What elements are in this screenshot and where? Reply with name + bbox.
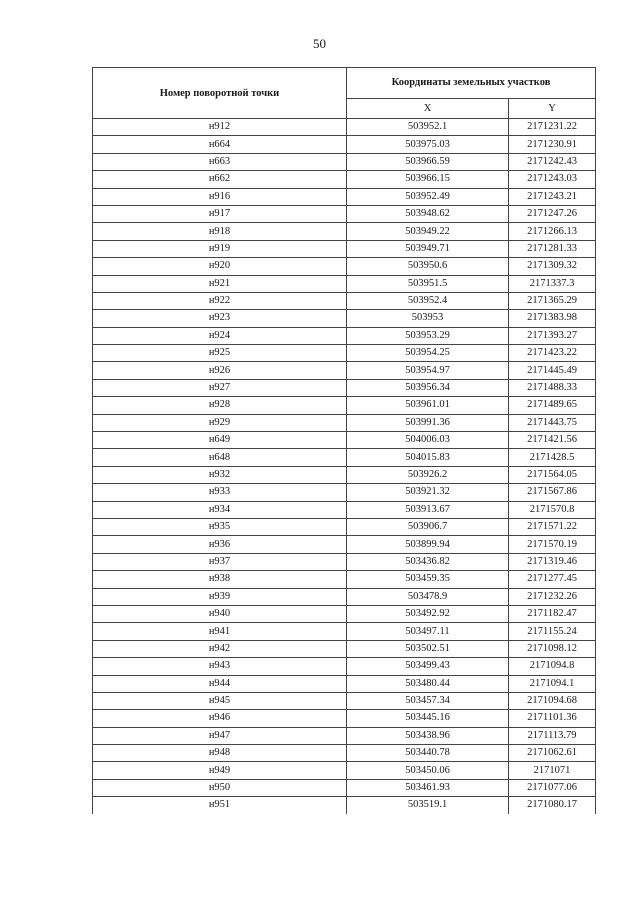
y-cell: 2171309.32 [509, 258, 596, 275]
y-cell: 2171421.56 [509, 432, 596, 449]
point-cell: н951 [93, 797, 347, 814]
table-row [93, 745, 596, 762]
table-row [93, 292, 596, 309]
table-row [93, 797, 596, 814]
x-cell: 503499.43 [347, 658, 509, 675]
point-cell: н921 [93, 275, 347, 292]
x-cell: 503949.71 [347, 240, 509, 257]
x-cell: 503954.25 [347, 345, 509, 362]
point-cell: н936 [93, 536, 347, 553]
point-cell: н941 [93, 623, 347, 640]
table-row [93, 397, 596, 414]
point-cell: н937 [93, 553, 347, 570]
header-x: X [347, 98, 509, 118]
point-cell: н944 [93, 675, 347, 692]
x-cell: 503952.1 [347, 119, 509, 136]
y-cell: 2171062.61 [509, 745, 596, 762]
point-cell: н929 [93, 414, 347, 431]
y-cell: 2171570.19 [509, 536, 596, 553]
y-cell: 2171319.46 [509, 553, 596, 570]
table-row [93, 258, 596, 275]
point-cell: н939 [93, 588, 347, 605]
table-row [93, 588, 596, 605]
y-cell: 2171383.98 [509, 310, 596, 327]
table-row [93, 310, 596, 327]
x-cell: 503502.51 [347, 640, 509, 657]
x-cell: 504006.03 [347, 432, 509, 449]
y-cell: 2171071 [509, 762, 596, 779]
point-cell: н932 [93, 466, 347, 483]
x-cell: 503953 [347, 310, 509, 327]
table-row [93, 223, 596, 240]
table-row [93, 345, 596, 362]
table-row [93, 675, 596, 692]
table-row [93, 536, 596, 553]
x-cell: 503457.34 [347, 692, 509, 709]
table-row [93, 605, 596, 622]
point-cell: н919 [93, 240, 347, 257]
x-cell: 503921.32 [347, 484, 509, 501]
table-row [93, 466, 596, 483]
y-cell: 2171281.33 [509, 240, 596, 257]
x-cell: 503956.34 [347, 379, 509, 396]
y-cell: 2171243.03 [509, 171, 596, 188]
table-row [93, 449, 596, 466]
y-cell: 2171232.26 [509, 588, 596, 605]
y-cell: 2171113.79 [509, 727, 596, 744]
y-cell: 2171101.36 [509, 710, 596, 727]
y-cell: 2171242.43 [509, 153, 596, 170]
y-cell: 2171266.13 [509, 223, 596, 240]
y-cell: 2171570.8 [509, 501, 596, 518]
point-cell: н912 [93, 119, 347, 136]
table-row [93, 501, 596, 518]
x-cell: 503480.44 [347, 675, 509, 692]
x-cell: 503436.82 [347, 553, 509, 570]
y-cell: 2171094.8 [509, 658, 596, 675]
x-cell: 503951.5 [347, 275, 509, 292]
y-cell: 2171077.06 [509, 779, 596, 796]
table-row [93, 119, 596, 136]
table-row [93, 762, 596, 779]
y-cell: 2171571.22 [509, 518, 596, 535]
header-coordinates: Координаты земельных участков [347, 68, 596, 99]
point-cell: н925 [93, 345, 347, 362]
x-cell: 503966.59 [347, 153, 509, 170]
y-cell: 2171230.91 [509, 136, 596, 153]
y-cell: 2171567.86 [509, 484, 596, 501]
point-cell: н663 [93, 153, 347, 170]
x-cell: 503948.62 [347, 205, 509, 222]
x-cell: 503492.92 [347, 605, 509, 622]
table-row [93, 171, 596, 188]
x-cell: 503450.06 [347, 762, 509, 779]
y-cell: 2171488.33 [509, 379, 596, 396]
x-cell: 503519.1 [347, 797, 509, 814]
point-cell: н938 [93, 571, 347, 588]
point-cell: н662 [93, 171, 347, 188]
table-row [93, 553, 596, 570]
table-row [93, 327, 596, 344]
point-cell: н916 [93, 188, 347, 205]
y-cell: 2171182.47 [509, 605, 596, 622]
table-body [93, 119, 596, 814]
point-cell: н933 [93, 484, 347, 501]
x-cell: 503478.9 [347, 588, 509, 605]
point-cell: н926 [93, 362, 347, 379]
table-row [93, 727, 596, 744]
x-cell: 503952.49 [347, 188, 509, 205]
y-cell: 2171080.17 [509, 797, 596, 814]
point-cell: н945 [93, 692, 347, 709]
x-cell: 503459.35 [347, 571, 509, 588]
y-cell: 2171337.3 [509, 275, 596, 292]
header-point-number: Номер поворотной точки [93, 68, 347, 119]
table-row [93, 571, 596, 588]
x-cell: 503926.2 [347, 466, 509, 483]
point-cell: н950 [93, 779, 347, 796]
point-cell: н923 [93, 310, 347, 327]
table-row [93, 779, 596, 796]
x-cell: 503949.22 [347, 223, 509, 240]
point-cell: н943 [93, 658, 347, 675]
x-cell: 503961.01 [347, 397, 509, 414]
point-cell: н922 [93, 292, 347, 309]
x-cell: 503950.6 [347, 258, 509, 275]
y-cell: 2171423.22 [509, 345, 596, 362]
table-row [93, 518, 596, 535]
x-cell: 503913.67 [347, 501, 509, 518]
point-cell: н917 [93, 205, 347, 222]
x-cell: 503954.97 [347, 362, 509, 379]
x-cell: 504015.83 [347, 449, 509, 466]
table-row [93, 275, 596, 292]
table-row [93, 153, 596, 170]
x-cell: 503497.11 [347, 623, 509, 640]
x-cell: 503906.7 [347, 518, 509, 535]
point-cell: н942 [93, 640, 347, 657]
table-row [93, 414, 596, 431]
x-cell: 503461.93 [347, 779, 509, 796]
y-cell: 2171443.75 [509, 414, 596, 431]
point-cell: н924 [93, 327, 347, 344]
x-cell: 503438.96 [347, 727, 509, 744]
page-number: 50 [313, 36, 326, 51]
table-row [93, 379, 596, 396]
point-cell: н940 [93, 605, 347, 622]
y-cell: 2171564.05 [509, 466, 596, 483]
point-cell: н949 [93, 762, 347, 779]
table-row [93, 240, 596, 257]
x-cell: 503953.29 [347, 327, 509, 344]
y-cell: 2171247.26 [509, 205, 596, 222]
header-y: Y [509, 98, 596, 118]
table-row [93, 484, 596, 501]
x-cell: 503445.16 [347, 710, 509, 727]
coordinates-table [92, 67, 596, 814]
x-cell: 503952.4 [347, 292, 509, 309]
y-cell: 2171277.45 [509, 571, 596, 588]
y-cell: 2171094.1 [509, 675, 596, 692]
table-row [93, 692, 596, 709]
point-cell: н918 [93, 223, 347, 240]
point-cell: н927 [93, 379, 347, 396]
y-cell: 2171094.68 [509, 692, 596, 709]
point-cell: н648 [93, 449, 347, 466]
point-cell: н948 [93, 745, 347, 762]
y-cell: 2171098.12 [509, 640, 596, 657]
point-cell: н934 [93, 501, 347, 518]
y-cell: 2171365.29 [509, 292, 596, 309]
table-row [93, 640, 596, 657]
y-cell: 2171155.24 [509, 623, 596, 640]
y-cell: 2171428.5 [509, 449, 596, 466]
y-cell: 2171489.65 [509, 397, 596, 414]
point-cell: н947 [93, 727, 347, 744]
table-row [93, 205, 596, 222]
y-cell: 2171445.49 [509, 362, 596, 379]
y-cell: 2171243.21 [509, 188, 596, 205]
table-row [93, 362, 596, 379]
y-cell: 2171231.22 [509, 119, 596, 136]
x-cell: 503966.15 [347, 171, 509, 188]
x-cell: 503899.94 [347, 536, 509, 553]
table-row [93, 710, 596, 727]
point-cell: н920 [93, 258, 347, 275]
point-cell: н664 [93, 136, 347, 153]
x-cell: 503991.36 [347, 414, 509, 431]
y-cell: 2171393.27 [509, 327, 596, 344]
table-row [93, 188, 596, 205]
x-cell: 503440.78 [347, 745, 509, 762]
point-cell: н935 [93, 518, 347, 535]
x-cell: 503975.03 [347, 136, 509, 153]
table-row [93, 623, 596, 640]
table-row [93, 432, 596, 449]
point-cell: н946 [93, 710, 347, 727]
point-cell: н928 [93, 397, 347, 414]
point-cell: н649 [93, 432, 347, 449]
table-row [93, 658, 596, 675]
table-row [93, 136, 596, 153]
